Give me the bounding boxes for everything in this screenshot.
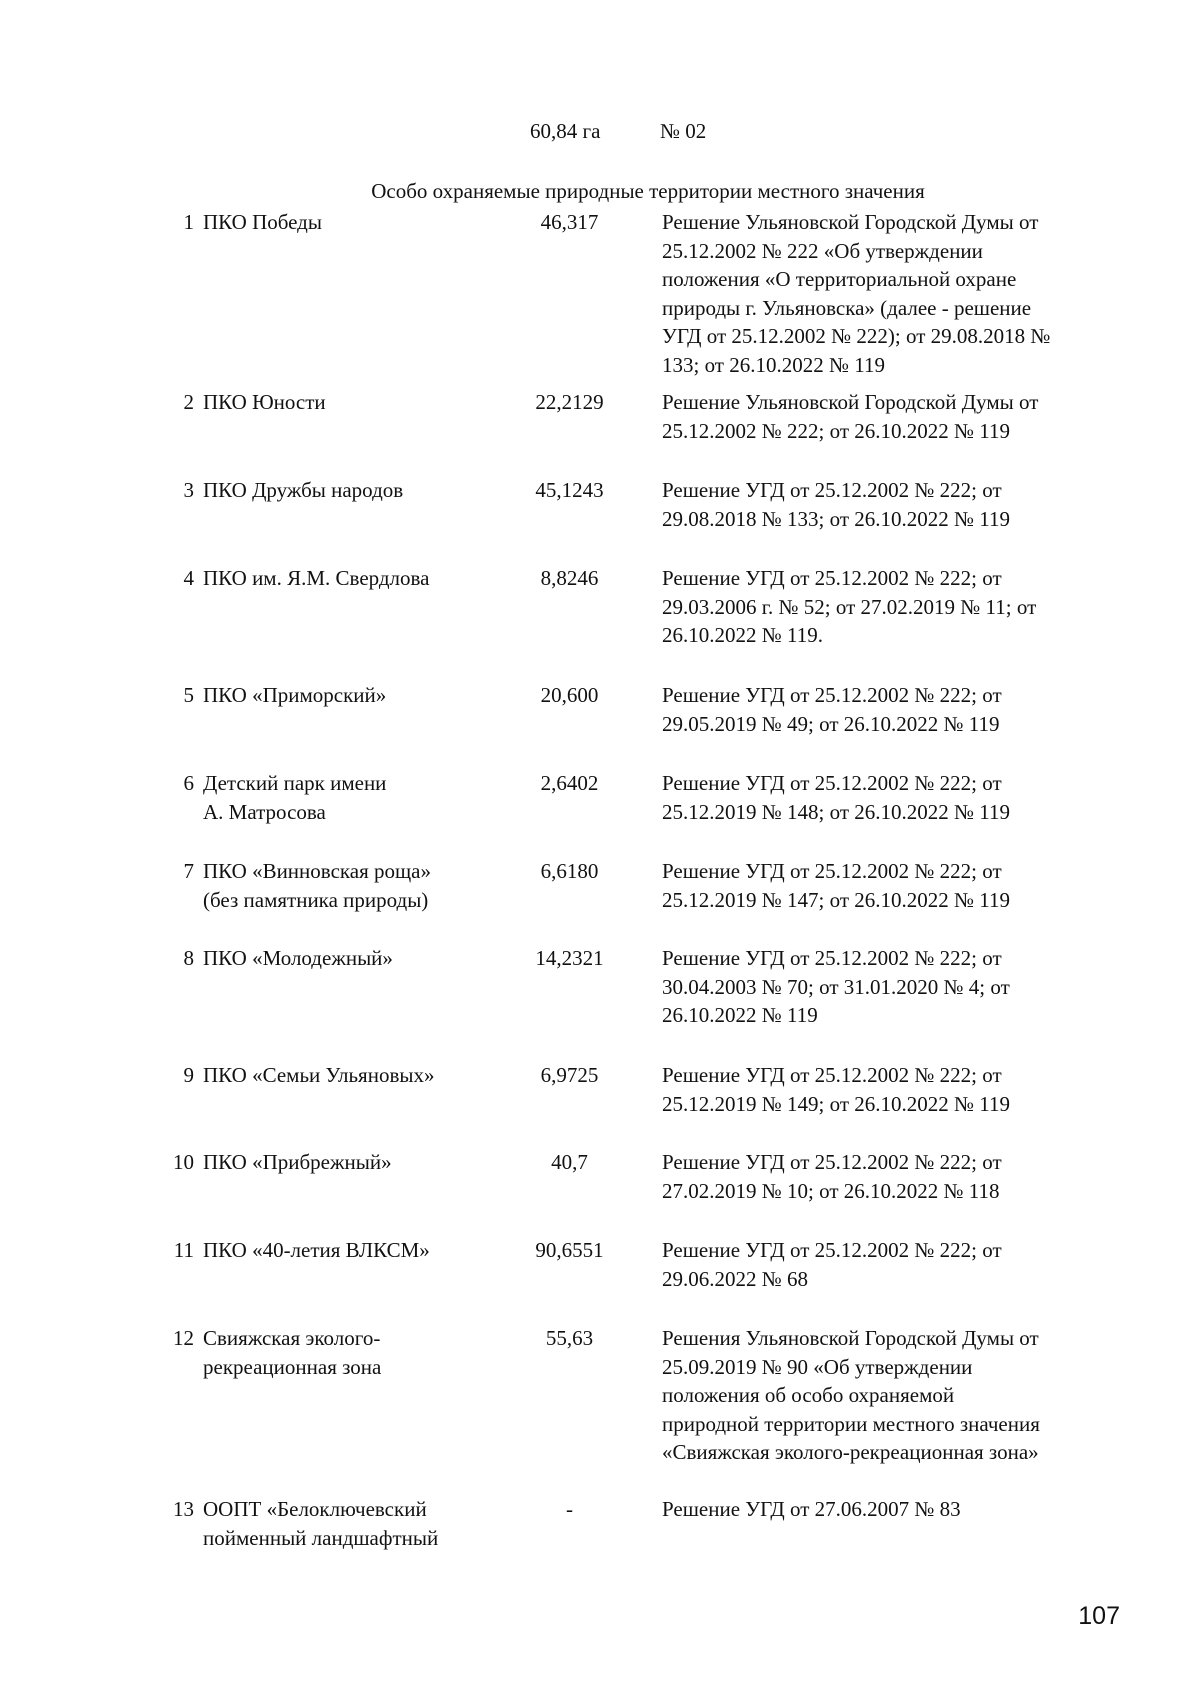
row-number: 7 xyxy=(183,859,194,883)
row-number: 2 xyxy=(183,390,194,414)
row-document: Решение УГД от 25.12.2002 № 222; от 25.12.2019 № 147; от 26.10.2022 № 119 xyxy=(662,859,1011,912)
row-name: ПКО им. Я.М. Свердлова xyxy=(203,566,430,590)
header-line xyxy=(0,116,1200,146)
row-area: 90,6551 xyxy=(535,1238,604,1262)
row-area: 46,317 xyxy=(540,210,599,234)
row-area: 45,1243 xyxy=(535,478,604,502)
row-number: 8 xyxy=(183,946,194,970)
row-document: Решение УГД от 25.12.2002 № 222; от 25.12.2019 № 148; от 26.10.2022 № 119 xyxy=(662,771,1011,824)
row-number: 5 xyxy=(183,683,194,707)
row-document: Решение УГД от 25.12.2002 № 222; от 27.02.2019 № 10; от 26.10.2022 № 118 xyxy=(662,1150,1002,1203)
row-number: 6 xyxy=(183,771,194,795)
row-document: Решение УГД от 25.12.2002 № 222; от 29.08.2018 № 133; от 26.10.2022 № 119 xyxy=(662,478,1011,531)
row-number: 11 xyxy=(173,1238,194,1262)
row-area: 40,7 xyxy=(551,1150,588,1174)
row-name: ПКО «Винновская роща» (без памятника природы) xyxy=(203,859,432,912)
row-document: Решение УГД от 25.12.2002 № 222; от 29.05.2019 № 49; от 26.10.2022 № 119 xyxy=(662,683,1002,736)
row-name: ПКО «Приморский» xyxy=(203,683,387,707)
row-name: Свияжская эколого- рекреационная зона xyxy=(203,1326,382,1379)
row-number: 9 xyxy=(183,1063,194,1087)
row-name: ООПТ «Белоключевский пойменный ландшафтный xyxy=(203,1497,439,1550)
row-document: Решение УГД от 27.06.2007 № 83 xyxy=(662,1497,961,1521)
row-name: ПКО «40-летия ВЛКСМ» xyxy=(203,1238,430,1262)
row-name: ПКО «Молодежный» xyxy=(203,946,393,970)
row-name: ПКО «Семьи Ульяновых» xyxy=(203,1063,435,1087)
row-name: ПКО Победы xyxy=(203,210,322,234)
row-area: 6,9725 xyxy=(540,1063,599,1087)
header-number: № 02 xyxy=(660,119,707,143)
row-document: Решение Ульяновской Городской Думы от 25.12.2002 № 222 «Об утверждении положения «О территориальной охране природы г. Ульяновска» (далее - решение УГД от 25.12.2002 № 222); от 29.08.2018 № 133; от 26.10.2022 № 119 xyxy=(662,210,1051,377)
row-name: ПКО «Прибрежный» xyxy=(203,1150,392,1174)
row-name: Детский парк имени А. Матросова xyxy=(203,771,387,824)
row-number: 1 xyxy=(183,210,194,234)
row-area: 14,2321 xyxy=(535,946,604,970)
row-number: 12 xyxy=(173,1326,194,1350)
row-area: 6,6180 xyxy=(540,859,599,883)
row-document: Решение УГД от 25.12.2002 № 222; от 25.12.2019 № 149; от 26.10.2022 № 119 xyxy=(662,1063,1011,1116)
row-name: ПКО Юности xyxy=(203,390,326,414)
row-document: Решение УГД от 25.12.2002 № 222; от 30.04.2003 № 70; от 31.01.2020 № 4; от 26.10.2022 № 119 xyxy=(662,946,1010,1027)
row-number: 3 xyxy=(183,478,194,502)
row-document: Решение УГД от 25.12.2002 № 222; от 29.06.2022 № 68 xyxy=(662,1238,1002,1291)
row-document: Решение УГД от 25.12.2002 № 222; от 29.03.2006 г. № 52; от 27.02.2019 № 11; от 26.10.2022 № 119. xyxy=(662,566,1037,647)
row-area: 55,63 xyxy=(545,1326,594,1350)
row-document: Решения Ульяновской Городской Думы от 25.09.2019 № 90 «Об утверждении положения об особо охраняемой природной территории местного значения «Свияжская эколого-рекреационная зона» xyxy=(662,1326,1040,1464)
row-area: 8,8246 xyxy=(540,566,599,590)
row-name: ПКО Дружбы народов xyxy=(203,478,404,502)
row-number: 10 xyxy=(173,1150,194,1174)
row-area: 22,2129 xyxy=(535,390,604,414)
header-area: 60,84 га xyxy=(530,119,601,143)
section-title: Особо охраняемые природные территории местного значения xyxy=(371,179,925,203)
row-number: 13 xyxy=(173,1497,194,1521)
page-number: 107 xyxy=(1078,1602,1120,1630)
row-area: 2,6402 xyxy=(540,771,599,795)
row-number: 4 xyxy=(183,566,194,590)
row-document: Решение Ульяновской Городской Думы от 25.12.2002 № 222; от 26.10.2022 № 119 xyxy=(662,390,1039,443)
row-area: 20,600 xyxy=(540,683,599,707)
row-area: - xyxy=(566,1497,573,1521)
